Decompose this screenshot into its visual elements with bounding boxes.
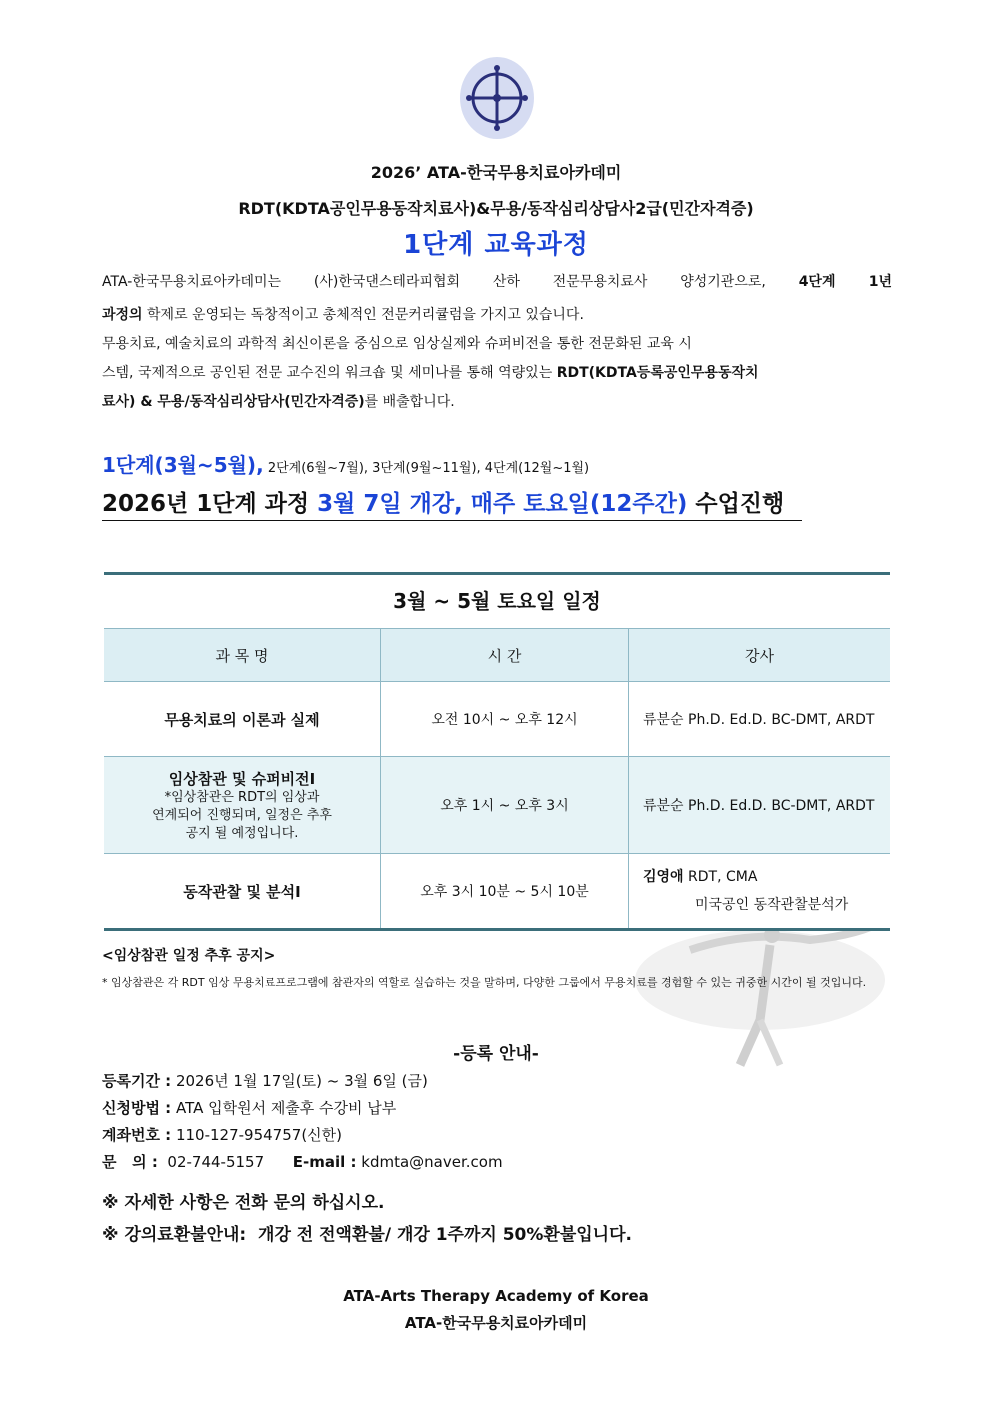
account-label: 계좌번호 :: [102, 1126, 172, 1144]
period-label: 등록기간 :: [102, 1072, 172, 1090]
subject-note-3: 공지 될 예정입니다.: [185, 825, 299, 841]
schedule-table: [104, 628, 890, 931]
cell-time: 오후 1시 ~ 오후 3시: [381, 757, 629, 854]
subject-note-2: 연계되어 진행되며, 일정은 추후: [152, 807, 332, 823]
col-header-subject: 과 목 명: [104, 629, 381, 682]
email-label: E-mail :: [292, 1153, 357, 1171]
page-title: 1단계 교육과정: [403, 230, 589, 260]
cell-subject: 무용치료의 이론과 실제: [104, 682, 381, 757]
contact-value: 02-744-5157: [167, 1153, 265, 1171]
intro-p2-line2a: 스템, 국제적으로 공인된 전문 교수진의 워크숍 및 세미나를 통해 역량있는: [102, 365, 553, 381]
table-row: [104, 757, 890, 854]
intro-p2-line1: 무용치료, 예술치료의 과학적 최신이론을 중심으로 임상실제와 슈퍼비전을 통한 전문화된 교육 시: [102, 336, 692, 352]
cell-subject: 동작관찰 및 분석Ⅰ: [104, 854, 381, 930]
account-value: 110-127-954757(신한): [175, 1126, 342, 1144]
ata-logo-icon: [459, 56, 535, 140]
instructor-cred: RDT, CMA: [688, 869, 758, 885]
cell-subject: [104, 757, 381, 854]
cell-instructor: 류분순 Ph.D. Ed.D. BC-DMT, ARDT: [629, 757, 891, 854]
instructor-name: 김영애: [643, 869, 684, 885]
notice-heading: <임상참관 일정 추후 공지>: [102, 948, 276, 964]
footer-line-2: ATA-한국무용치료아카데미: [404, 1314, 588, 1332]
stage-others: 2단계(6월~7월), 3단계(9월~11월), 4단계(12월~1월): [267, 461, 590, 476]
schedule-title: 3월 ~ 5월 토요일 일정: [104, 572, 890, 628]
schedule-table-wrapper: [104, 572, 890, 931]
cell-time: 오후 3시 10분 ~ 5시 10분: [381, 854, 629, 930]
method-label: 신청방법 :: [102, 1099, 172, 1117]
title-line-1: 2026’ ATA-한국무용치료아카데미: [370, 163, 622, 182]
intro-p2-line3b: 를 배출합니다.: [364, 394, 455, 410]
contact-label: 문 의 :: [102, 1153, 158, 1171]
headline-b: 3월 7일 개강, 매주 토요일(12주간): [317, 491, 688, 517]
footer-line-1: ATA-Arts Therapy Academy of Korea: [343, 1287, 649, 1305]
col-header-instructor: 강사: [629, 629, 891, 682]
intro-text: [102, 268, 892, 417]
period-value: 2026년 1월 17일(토) ~ 3월 6일 (금): [175, 1072, 428, 1090]
title-line-2: RDT(KDTA공인무용동작치료사)&무용/동작심리상담사2급(민간자격증): [238, 199, 754, 218]
registration-info: [102, 1068, 503, 1176]
stage-1: 1단계(3월~5월),: [102, 453, 264, 477]
cell-time: 오전 10시 ~ 오후 12시: [381, 682, 629, 757]
col-header-time: 시 간: [381, 629, 629, 682]
warnings: [102, 1187, 632, 1251]
subject-title: 임상참관 및 슈퍼비전Ⅰ: [168, 769, 316, 788]
method-value: ATA 입학원서 제출후 수강비 납부: [175, 1099, 397, 1117]
table-row: [104, 682, 890, 757]
email-value[interactable]: kdmta@naver.com: [361, 1153, 503, 1171]
warning-refund: ※ 강의료환불안내: 개강 전 전액환불/ 개강 1주까지 50%환불입니다.: [102, 1225, 632, 1245]
instructor-line2: 미국공인 동작관찰분석가: [695, 897, 849, 913]
intro-p1d: 학제로 운영되는 독창적이고 총체적인 전문커리큘럼을 가지고 있습니다.: [147, 307, 584, 323]
table-row: [104, 854, 890, 930]
headline-a: 2026년 1단계 과정: [102, 491, 310, 517]
intro-p1b: 4단계 1년: [798, 274, 892, 290]
cell-instructor: [629, 854, 891, 930]
cell-instructor: 류분순 Ph.D. Ed.D. BC-DMT, ARDT: [629, 682, 891, 757]
headline-c: 수업진행: [695, 491, 785, 517]
intro-p2-line2b: RDT(KDTA등록공인무용동작치: [556, 365, 759, 381]
notice-text: * 임상참관은 각 RDT 임상 무용치료프로그램에 참관자의 역할로 실습하는 것을 말하며, 다양한 그룹에서 무용치료를 경험할 수 있는 귀중한 시간이 될 것입니다.: [102, 976, 867, 989]
intro-p2-line3a: 료사) & 무용/동작심리상담사(민간자격증): [102, 394, 365, 410]
intro-p1c: 과정의: [102, 307, 143, 323]
warning-contact: ※ 자세한 사항은 전화 문의 하십시오.: [102, 1193, 385, 1213]
registration-heading: -등록 안내-: [453, 1044, 539, 1064]
course-headline: [102, 485, 802, 521]
subject-note-1: *임상참관은 RDT의 임상과: [164, 789, 320, 805]
stages-line: [102, 449, 589, 478]
intro-p1a: ATA-한국무용치료아카데미는 (사)한국댄스테라피협회 산하 전문무용치료사 양성기관으로,: [102, 274, 766, 290]
